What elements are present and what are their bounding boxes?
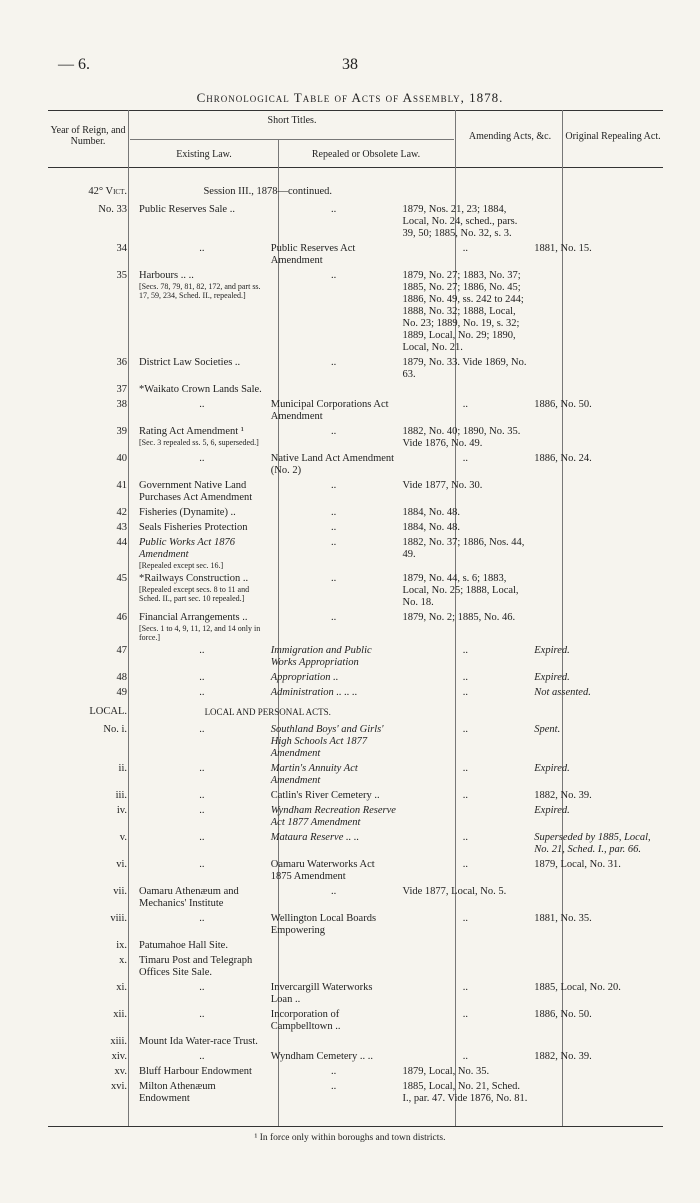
row-existing-law: Patumahoe Hall Site.: [139, 940, 228, 951]
row-existing-cell: [136, 426, 268, 453]
row-original-repealing-act: 1882, No. 39.: [534, 790, 592, 801]
row-repealed-law: ..: [331, 573, 337, 584]
row-year: xvi.: [110, 1081, 127, 1092]
row-amending-acts: 1879, No. 44, s. 6; 1883, Local, No. 25; 1888, Local, No. 18.: [402, 573, 519, 608]
row-original-repealing-act: [531, 357, 663, 384]
row-existing-law: Rating Act Amendment ¹: [139, 426, 244, 437]
row-original-repealing-act: 1886, No. 50.: [534, 399, 592, 410]
table-row: [48, 790, 663, 805]
table-row: [48, 573, 663, 612]
row-original-repealing-act: 1879, Local, No. 31.: [534, 859, 621, 870]
row-amending-acts: 1879, No. 2; 1885, No. 46.: [402, 612, 516, 623]
row-amending-acts: [400, 1036, 532, 1051]
row-original-repealing-act: [531, 1036, 663, 1051]
row-existing-law: ..: [199, 1051, 205, 1062]
row-existing-law: ..: [199, 645, 205, 656]
page-number: 38: [342, 56, 358, 73]
row-repealed-law: [268, 955, 400, 982]
row-original-repealing-act: 1881, No. 35.: [534, 913, 592, 924]
table-row: [48, 645, 663, 672]
row-note: [Repealed except sec. 16.]: [139, 561, 224, 570]
row-existing-law: *Railways Construction ..: [139, 573, 249, 584]
row-existing-law: Mount Ida Water-race Trust.: [139, 1036, 258, 1047]
row-amending-acts: ..: [462, 399, 468, 410]
row-original-repealing-act: [531, 426, 663, 453]
row-amending-acts: [400, 940, 532, 955]
row-year: 44: [116, 537, 127, 548]
table-row: [48, 763, 663, 790]
row-year: 35: [116, 270, 127, 281]
row-amending-acts: 1879, No. 27; 1883, No. 37; 1885, No. 27; 1886, No. 45; 1886, No. 49, ss. 242 to 244; 1888, No. 32; 1888, Local, No. 23; 1889, No. 19, s. 32; 1889, Local, No. 29; 1890, Local, No. 21.: [402, 270, 524, 353]
table-row: [48, 955, 663, 982]
table-row: [48, 384, 663, 399]
row-note: [Secs. 78, 79, 81, 82, 172, and part ss. 17, 59, 234, Sched. II., repealed.]: [139, 282, 261, 300]
row-repealed-law: ..: [331, 522, 337, 533]
row-repealed-law: ..: [331, 426, 337, 437]
row-repealed-law: Catlin's River Cemetery ..: [270, 790, 380, 801]
row-repealed-law: ..: [331, 480, 337, 491]
row-repealed-law: ..: [331, 270, 337, 281]
row-repealed-law: ..: [331, 1066, 337, 1077]
row-original-repealing-act: [531, 955, 663, 982]
row-amending-acts: Vide 1877, No. 30.: [402, 480, 483, 491]
row-year: vii.: [113, 886, 127, 897]
row-repealed-law: Administration .. .. ..: [270, 687, 358, 698]
row-original-repealing-act: 1882, No. 39.: [534, 1051, 592, 1062]
short-titles-rule: [130, 139, 454, 140]
row-existing-cell: [136, 270, 268, 357]
row-existing-law: ..: [199, 913, 205, 924]
row-repealed-law: ..: [331, 537, 337, 548]
table-row: [48, 357, 663, 384]
footnote: ¹ In force only within boroughs and town districts.: [254, 1133, 446, 1143]
row-note: [Secs. 1 to 4, 9, 11, 12, and 14 only in force.]: [139, 624, 261, 642]
row-original-repealing-act: [531, 940, 663, 955]
table-row: [48, 426, 663, 453]
row-amending-acts: 1884, No. 48.: [402, 507, 460, 518]
row-existing-cell: [136, 573, 268, 612]
table-row: [48, 182, 663, 204]
table-row: [48, 1036, 663, 1051]
page-title: Chronological Table of Acts of Assembly, 1878.: [196, 90, 504, 105]
row-year: 39: [116, 426, 127, 437]
table-row: [48, 805, 663, 832]
table-row: [48, 859, 663, 886]
table-row: [48, 537, 663, 573]
row-repealed-law: Appropriation ..: [270, 672, 339, 683]
row-existing-cell: [136, 612, 268, 645]
row-original-repealing-act: [531, 204, 663, 243]
row-year: 43: [116, 522, 127, 533]
row-original-repealing-act: 1881, No. 15.: [534, 243, 592, 254]
table-row: [48, 913, 663, 940]
row-repealed-law: Wyndham Cemetery .. ..: [270, 1051, 374, 1062]
row-amending-acts: ..: [462, 724, 468, 735]
row-amending-acts: ..: [462, 645, 468, 656]
row-original-repealing-act: [531, 480, 663, 507]
row-repealed-law: [268, 384, 400, 399]
row-original-repealing-act: [531, 573, 663, 612]
row-amending-acts: [400, 805, 532, 832]
local-section-row: [48, 702, 663, 724]
row-original-repealing-act: [531, 522, 663, 537]
row-amending-acts: 1885, Local, No. 21, Sched. I., par. 47. Vide 1876, No. 81.: [402, 1081, 528, 1104]
row-original-repealing-act: [531, 1066, 663, 1081]
row-year: 45: [116, 573, 127, 584]
row-existing-law: ..: [199, 982, 205, 993]
table-row: [48, 940, 663, 955]
footer-rule: [48, 1126, 663, 1127]
row-existing-law: ..: [199, 687, 205, 698]
row-year: ii.: [118, 763, 127, 774]
row-existing-law: Fisheries (Dynamite) ..: [139, 507, 236, 518]
row-original-repealing-act: [531, 384, 663, 399]
row-amending-acts: [400, 384, 532, 399]
row-year: vi.: [116, 859, 127, 870]
row-original-repealing-act: [531, 886, 663, 913]
row-amending-acts: ..: [462, 913, 468, 924]
row-existing-law: Financial Arrangements ..: [139, 612, 248, 623]
table-row: [48, 886, 663, 913]
col-short-titles-heading: Short Titles.: [267, 115, 317, 126]
row-amending-acts: ..: [462, 687, 468, 698]
row-repealed-law: Immigration and Public Works Appropriation: [270, 645, 372, 668]
table-row: [48, 687, 663, 702]
row-year: No. 33: [98, 204, 127, 215]
row-amending-acts: ..: [462, 672, 468, 683]
table-row: [48, 1081, 663, 1108]
table-row: [48, 612, 663, 645]
local-section-label: LOCAL AND PERSONAL ACTS.: [204, 707, 331, 717]
row-year: xiv.: [111, 1051, 127, 1062]
local-year-label: LOCAL.: [89, 706, 127, 717]
row-amending-acts: Vide 1877, Local, No. 5.: [402, 886, 507, 897]
row-amending-acts: ..: [462, 243, 468, 254]
row-existing-law: Public Works Act 1876 Amendment: [139, 537, 235, 560]
row-existing-law: ..: [199, 243, 205, 254]
row-existing-law: Seals Fisheries Protection: [139, 522, 248, 533]
row-amending-acts: [400, 955, 532, 982]
row-repealed-law: ..: [331, 507, 337, 518]
row-amending-acts: ..: [462, 453, 468, 464]
col-repealed-heading: Repealed or Obsolete Law.: [311, 149, 421, 160]
row-year: 42: [116, 507, 127, 518]
table-row: [48, 672, 663, 687]
row-existing-law: District Law Societies ..: [139, 357, 241, 368]
table-row: [48, 507, 663, 522]
col-existing-heading: Existing Law.: [176, 149, 232, 160]
page-header: [0, 52, 700, 82]
row-existing-law: Milton Athenæum Endowment: [139, 1081, 216, 1104]
row-original-repealing-act: Not assented.: [534, 687, 591, 698]
row-year: xi.: [116, 982, 127, 993]
row-repealed-law: [268, 940, 400, 955]
row-amending-acts: 1884, No. 48.: [402, 522, 460, 533]
row-year: ix.: [116, 940, 127, 951]
col-amending-heading: Amending Acts, &c.: [468, 131, 552, 142]
row-year: 37: [116, 384, 127, 395]
row-amending-acts: ..: [462, 859, 468, 870]
row-repealed-law: Wellington Local Boards Empowering: [270, 913, 377, 936]
row-repealed-law: Public Reserves Act Amendment: [270, 243, 356, 266]
row-original-repealing-act: Expired.: [534, 672, 570, 683]
table-row: [48, 270, 663, 357]
row-amending-acts: 1882, No. 40; 1890, No. 35. Vide 1876, No. 49.: [402, 426, 521, 449]
row-repealed-law: Oamaru Waterworks Act 1875 Amendment: [270, 859, 375, 882]
row-existing-law: Government Native Land Purchases Act Amendment: [139, 480, 253, 503]
table-row: [48, 1051, 663, 1066]
row-original-repealing-act: 1885, Local, No. 20.: [534, 982, 621, 993]
table-row: [48, 724, 663, 763]
row-repealed-law: Incorporation of Campbelltown ..: [270, 1009, 341, 1032]
row-year: 42° Vict.: [88, 186, 127, 197]
row-year: 49: [116, 687, 127, 698]
row-note: [Sec. 3 repealed ss. 5, 6, superseded.]: [139, 438, 259, 447]
row-year: 36: [116, 357, 127, 368]
row-amending-acts: 1879, No. 33. Vide 1869, No. 63.: [402, 357, 527, 380]
row-existing-law: ..: [199, 672, 205, 683]
row-existing-law: Bluff Harbour Endowment: [139, 1066, 252, 1077]
row-repealed-law: Wyndham Recreation Reserve Act 1877 Amendment: [270, 805, 396, 828]
table-row: [48, 453, 663, 480]
row-amending-acts: ..: [462, 832, 468, 843]
row-year: 38: [116, 399, 127, 410]
row-year: v.: [119, 832, 127, 843]
table-row: [48, 399, 663, 426]
table-row: [48, 1066, 663, 1081]
row-amending-acts: ..: [462, 790, 468, 801]
acts-table: [48, 182, 663, 1108]
row-original-repealing-act: [531, 507, 663, 522]
row-existing-law: ..: [199, 453, 205, 464]
row-original-repealing-act: Expired.: [534, 805, 570, 816]
table-row: [48, 243, 663, 270]
row-year: 47: [116, 645, 127, 656]
row-existing-law: Public Reserves Sale ..: [139, 204, 235, 215]
table-row: [48, 522, 663, 537]
row-amending-acts: ..: [462, 1051, 468, 1062]
row-repealed-law: ..: [331, 357, 337, 368]
row-existing-law: ..: [199, 1009, 205, 1020]
row-amending-acts: 1879, Nos. 21, 23; 1884, Local, No. 24, sched., pars. 39, 50; 1885, No. 32, s. 3.: [402, 204, 518, 239]
row-original-repealing-act: 1886, No. 50.: [534, 1009, 592, 1020]
row-repealed-law: Invercargill Waterworks Loan ..: [270, 982, 373, 1005]
row-existing-cell: [136, 537, 268, 573]
row-note: [Repealed except secs. 8 to 11 and Sched. II., part sec. 10 repealed.]: [139, 585, 250, 603]
row-original-repealing-act: [531, 1081, 663, 1108]
row-year: iii.: [115, 790, 127, 801]
row-original-repealing-act: [531, 612, 663, 645]
row-year: xv.: [114, 1066, 127, 1077]
row-repealed-law: ..: [331, 204, 337, 215]
row-amending-acts: 1882, No. 37; 1886, Nos. 44, 49.: [402, 537, 525, 560]
col-year-heading: Year of Reign, and Number.: [50, 125, 126, 147]
row-repealed-law: Mataura Reserve .. ..: [270, 832, 360, 843]
row-year: xiii.: [110, 1036, 127, 1047]
col-original-heading: Original Repealing Act.: [565, 131, 661, 142]
header-left-mark: — 6.: [58, 56, 90, 73]
table-row: [48, 832, 663, 859]
row-existing-law: Oamaru Athenæum and Mechanics' Institute: [139, 886, 239, 909]
row-repealed-law: ..: [331, 886, 337, 897]
row-repealed-law: Martin's Annuity Act Amendment: [270, 763, 358, 786]
row-year: 34: [116, 243, 127, 254]
row-existing-law: ..: [199, 832, 205, 843]
row-amending-acts: ..: [462, 763, 468, 774]
row-year: viii.: [110, 913, 127, 924]
row-amending-acts: ..: [462, 982, 468, 993]
row-repealed-law: ..: [331, 612, 337, 623]
row-original-repealing-act: [531, 537, 663, 573]
row-year: xii.: [113, 1009, 127, 1020]
row-repealed-law: ..: [331, 1081, 337, 1092]
row-repealed-law: Southland Boys' and Girls' High Schools Act 1877 Amendment: [270, 724, 384, 759]
row-original-repealing-act: [531, 270, 663, 357]
row-existing-law: ..: [199, 859, 205, 870]
row-existing-law: ..: [199, 805, 205, 816]
row-existing-law: ..: [199, 763, 205, 774]
row-year: 41: [116, 480, 127, 491]
table-row: [48, 480, 663, 507]
row-year: 40: [116, 453, 127, 464]
table-row: [48, 204, 663, 243]
table-row: [48, 1009, 663, 1036]
row-year: x.: [119, 955, 127, 966]
row-amending-acts: ..: [462, 1009, 468, 1020]
row-repealed-law: [268, 1036, 400, 1051]
row-existing-law: ..: [199, 399, 205, 410]
row-repealed-law: Municipal Corporations Act Amendment: [270, 399, 389, 422]
row-existing-law: *Waikato Crown Lands Sale.: [139, 384, 262, 395]
session-label: Session III., 1878—continued.: [203, 186, 333, 197]
row-amending-acts: 1879, Local, No. 35.: [402, 1066, 490, 1077]
column-header: [48, 110, 663, 168]
row-year: No. i.: [103, 724, 127, 735]
row-existing-law: Harbours .. ..: [139, 270, 194, 281]
row-year: 46: [116, 612, 127, 623]
row-year: iv.: [116, 805, 127, 816]
row-original-repealing-act: 1886, No. 24.: [534, 453, 592, 464]
row-existing-law: ..: [199, 790, 205, 801]
row-existing-law: Timaru Post and Telegraph Offices Site Sale.: [139, 955, 253, 978]
row-year: 48: [116, 672, 127, 683]
row-original-repealing-act: Expired.: [534, 645, 570, 656]
table-row: [48, 982, 663, 1009]
row-existing-law: ..: [199, 724, 205, 735]
row-original-repealing-act: Superseded by 1885, Local, No. 21, Sched. I., par. 66.: [534, 832, 651, 855]
row-repealed-law: Native Land Act Amendment (No. 2): [270, 453, 395, 476]
row-original-repealing-act: Expired.: [534, 763, 570, 774]
row-original-repealing-act: Spent.: [534, 724, 561, 735]
